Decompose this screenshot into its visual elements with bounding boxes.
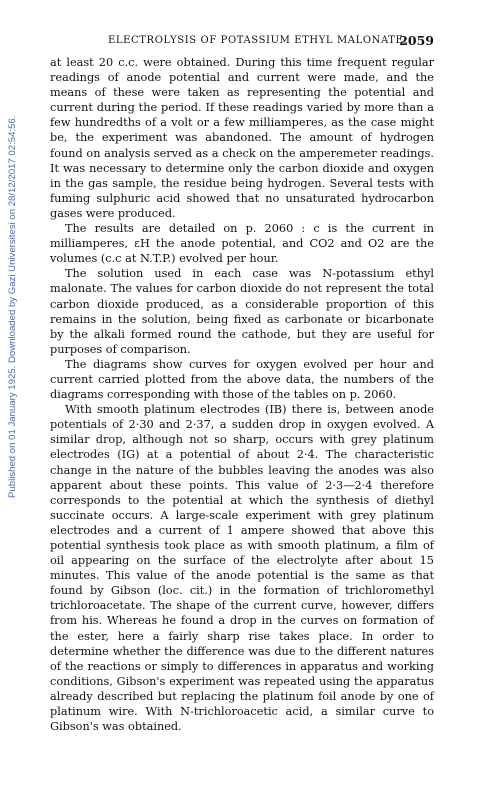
paragraph: The results are detailed on p. 2060 : c is the current in milliamperes, εH the anode potential, and CO2 and O2 are the volumes (c.c at N.T.P.) evolved per hour. [50,222,434,266]
article-body [50,55,434,734]
page-header [50,33,434,49]
page-number: 2059 [399,33,434,48]
download-watermark [6,108,20,498]
paragraph: at least 20 c.c. were obtained. During this time frequent regular readings of anode potential and current were made, and the means of these were taken as representing the potential and current during the period. If these readings varied by more than a few hundredths of a volt or a few milliamperes, as the case might be, the experiment was abandoned. The amount of hydrogen found on analysis served as a check on the amperemeter readings. It was necessary to determine only the carbon dioxide and oxygen in the gas sample, the residue being hydrogen. Several tests with fuming sulphuric acid showed that no unsaturated hydrocarbon gases were produced. [50,56,434,220]
paragraph: With smooth platinum electrodes (IB) there is, between anode potentials of 2·30 and 2·37, a sudden drop in oxygen evolved. A similar drop, although not so sharp, occurs with grey platinum electrodes (IG) at a potential of about 2·4. The characteristic change in the nature of the bubbles leaving the anodes was also apparent about these points. This value of 2·3—2·4 therefore corresponds to the potential at which the synthesis of diethyl succinate occurs. A large-scale experiment with grey platinum electrodes and a current of 1 ampere showed that above this potential synthesis took place as with smooth platinum, a film of oil appearing on the surface of the electrolyte after about 15 minutes. This value of the anode potential is the same as that found by Gibson (loc. cit.) in the formation of trichloromethyl trichloroacetate. The shape of the current curve, however, differs from his. Whereas he found a drop in the curves on formation of the ester, here a fairly sharp rise takes place. In order to determine whether the difference was due to the different natures of the reactions or simply to differences in apparatus and working conditions, Gibson's experiment was repeated using the apparatus already described but replacing the platinum foil anode by one of platinum wire. With N-trichloroacetic acid, a similar curve to Gibson's was obtained. [50,403,434,734]
paragraph: The diagrams show curves for oxygen evolved per hour and current carried plotted from the above data, the numbers of the diagrams corresponding with those of the tables on p. 2060. [50,357,434,402]
download-watermark-text: Published on 01 January 1925. Downloaded by Gazi Universitesi on 28/12/2017 02:54:56. [7,115,18,498]
running-title: ELECTROLYSIS OF POTASSIUM ETHYL MALONATE. [108,35,408,46]
paragraph: The solution used in each case was N-potassium ethyl malonate. The values for carbon dioxide do not represent the total carbon dioxide produced, as a considerable proportion of this remains in the solution, being fixed as carbonate or bicarbonate by the alkali formed round the cathode, but they are useful for purposes of comparison. [50,267,434,356]
